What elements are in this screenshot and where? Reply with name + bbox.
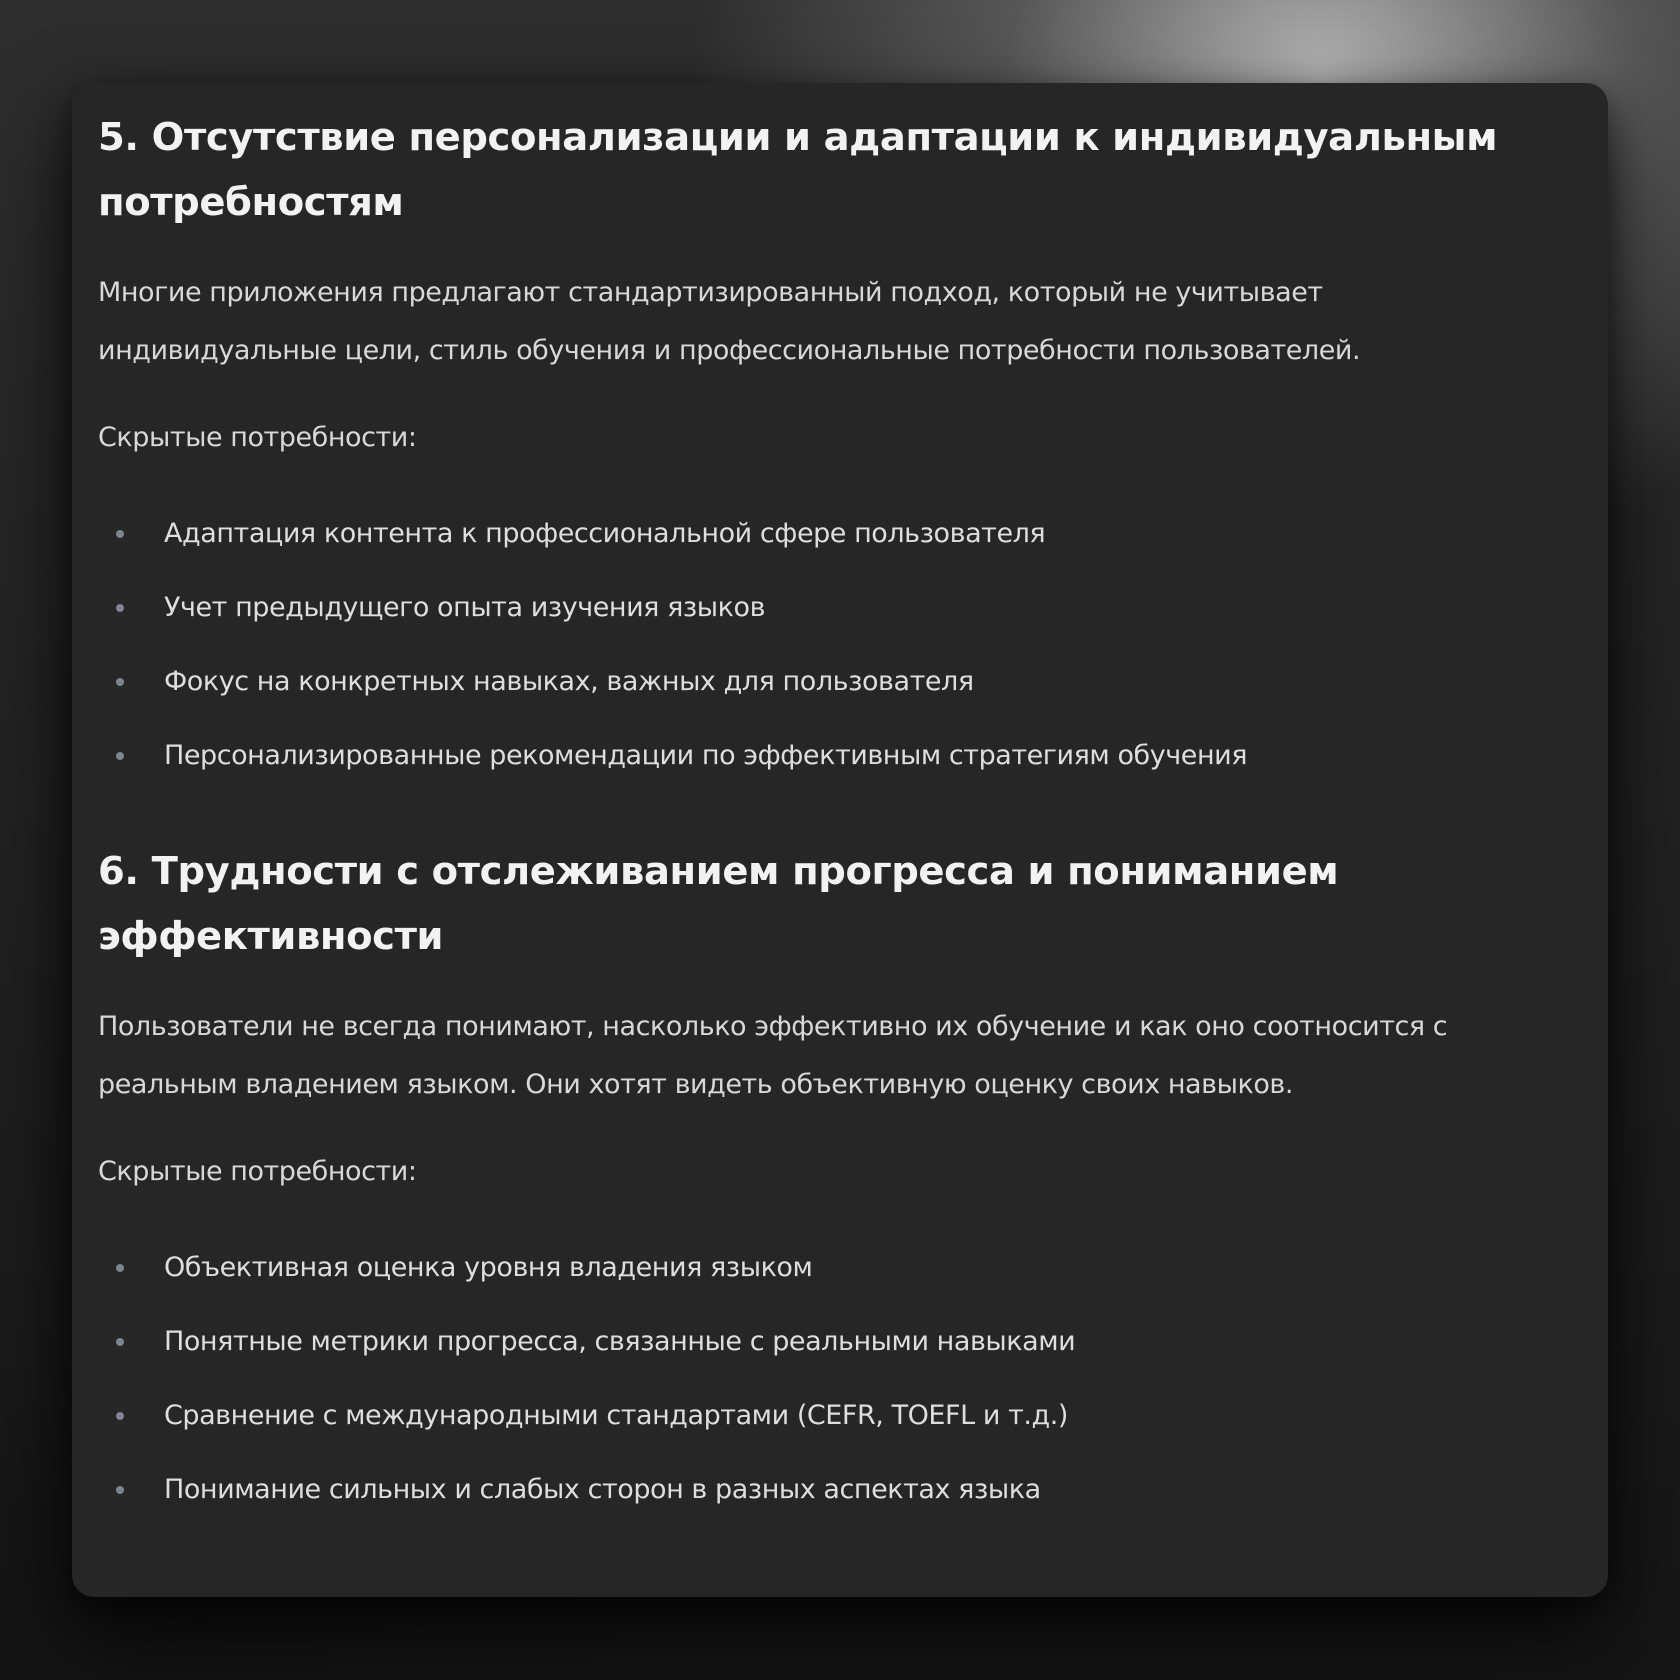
list-item-text: Понятные метрики прогресса, связанные с реальными навыками xyxy=(164,1326,1076,1357)
bullet-icon xyxy=(116,1264,124,1272)
list-item-text: Персонализированные рекомендации по эффективным стратегиям обучения xyxy=(164,740,1248,771)
section-heading xyxy=(98,839,1578,969)
paragraph-line: Пользователи не всегда понимают, насколько эффективно их обучение и как оно соотносится с xyxy=(98,1011,1448,1042)
bullet-icon xyxy=(116,678,124,686)
hidden-needs-label: Скрытые потребности: xyxy=(98,422,417,453)
paragraph-line: Многие приложения предлагают стандартизированный подход, который не учитывает xyxy=(98,277,1323,308)
heading-line: эффективности xyxy=(98,914,444,959)
list-item xyxy=(98,571,1578,645)
list-item xyxy=(98,719,1578,793)
bullet-icon xyxy=(116,1486,124,1494)
list-item xyxy=(98,645,1578,719)
hidden-needs-label: Скрытые потребности: xyxy=(98,1156,417,1187)
bullet-icon xyxy=(116,530,124,538)
message-card xyxy=(72,83,1608,1597)
hidden-needs-list xyxy=(98,1231,1578,1527)
section-progress-tracking xyxy=(98,839,1578,1527)
list-item xyxy=(98,497,1578,571)
bullet-icon xyxy=(116,752,124,760)
list-item-text: Сравнение с международными стандартами (CEFR, TOEFL и т.д.) xyxy=(164,1400,1068,1431)
paragraph-line: индивидуальные цели, стиль обучения и профессиональные потребности пользователей. xyxy=(98,335,1361,366)
bullet-icon xyxy=(116,1412,124,1420)
heading-line: 6. Трудности с отслеживанием прогресса и пониманием xyxy=(98,849,1339,894)
list-item-text: Фокус на конкретных навыках, важных для пользователя xyxy=(164,666,974,697)
section-heading xyxy=(98,105,1578,235)
heading-line: 5. Отсутствие персонализации и адаптации к индивидуальным xyxy=(98,115,1498,160)
section-personalization xyxy=(98,105,1578,793)
paragraph-line: реальным владением языком. Они хотят видеть объективную оценку своих навыков. xyxy=(98,1069,1294,1100)
bullet-icon xyxy=(116,604,124,612)
heading-line: потребностям xyxy=(98,180,404,225)
list-item xyxy=(98,1305,1578,1379)
section-paragraph xyxy=(98,264,1578,380)
bullet-icon xyxy=(116,1338,124,1346)
list-item-text: Учет предыдущего опыта изучения языков xyxy=(164,592,766,623)
list-item xyxy=(98,1453,1578,1527)
list-item xyxy=(98,1231,1578,1305)
list-item-text: Адаптация контента к профессиональной сфере пользователя xyxy=(164,518,1046,549)
section-paragraph xyxy=(98,998,1578,1114)
list-item xyxy=(98,1379,1578,1453)
list-item-text: Понимание сильных и слабых сторон в разных аспектах языка xyxy=(164,1474,1041,1505)
list-item-text: Объективная оценка уровня владения языком xyxy=(164,1252,813,1283)
hidden-needs-list xyxy=(98,497,1578,793)
